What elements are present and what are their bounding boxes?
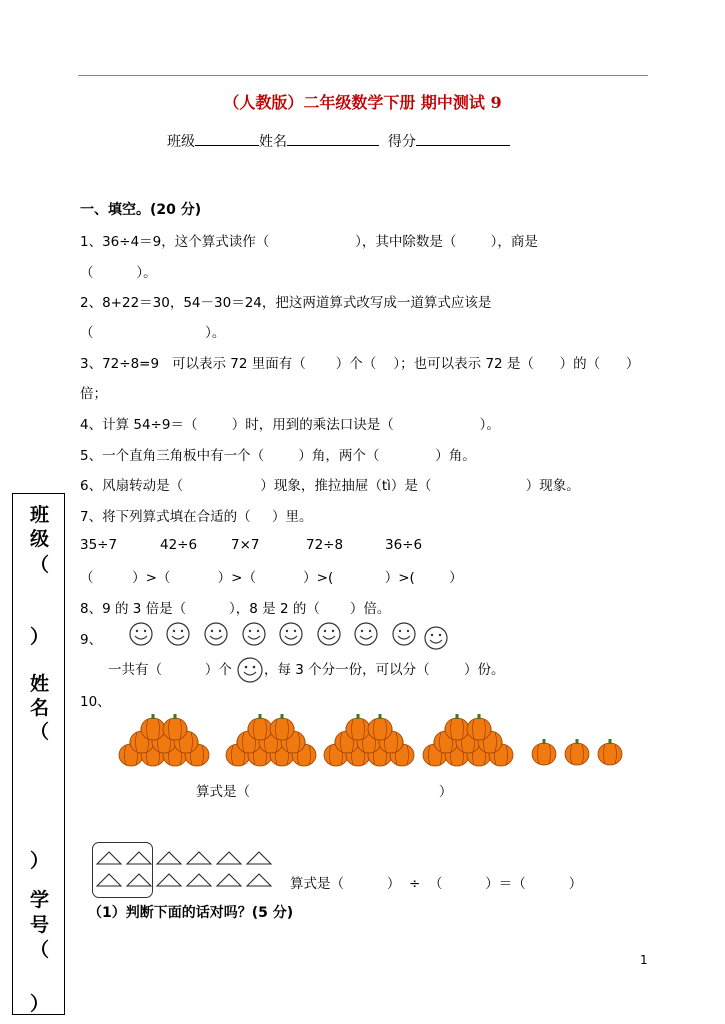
question-9-number: 9、 [80, 632, 103, 648]
smiley-face-icon [236, 656, 264, 684]
question-1-line-2: （ ）。 [80, 265, 157, 281]
pumpkin-icon [532, 739, 556, 765]
side-char: 姓 [29, 673, 49, 695]
triangle-icon [157, 852, 181, 864]
question-8: 8、9 的 3 倍是（ ），8 是 2 的（ ）倍。 [80, 601, 391, 617]
class-label: 班级 [167, 134, 195, 150]
smiley-face-icon [318, 623, 340, 645]
side-char: 名 [29, 697, 49, 719]
question-2-line-2: （ ）。 [80, 325, 226, 341]
score-label: 得分 [387, 134, 416, 150]
triangle-icon [127, 852, 151, 864]
triangle-rows [92, 842, 282, 898]
smiley-face-icon [280, 623, 302, 645]
smiley-face-icon [393, 623, 415, 645]
question-1-line-1: 1、36÷4＝9，这个算式读作（ ），其中除数是（ ），商是 [80, 234, 538, 250]
pumpkin-icon [346, 714, 370, 740]
question-9-text-b: ，每 3 个分一份，可以分（ ）份。 [264, 662, 505, 678]
question-11-formula: 算式是（ ） ÷ （ ）＝（ ） [290, 876, 583, 892]
triangle-icon [97, 852, 121, 864]
page-number: 1 [640, 953, 648, 967]
smiley-face-icon [355, 623, 377, 645]
pumpkin-icon [270, 714, 294, 740]
section-1-heading: 一、填空。(20 分) [80, 202, 202, 218]
question-10-formula: 算式是（ ） [196, 784, 453, 800]
side-char: ） [29, 993, 49, 1015]
smiley-row [126, 622, 456, 652]
question-3-line-2: 倍； [80, 386, 107, 402]
triangle-icon [127, 874, 151, 886]
pumpkin-icon [248, 714, 272, 740]
triangle-icon [97, 874, 121, 886]
pumpkin-icon [141, 714, 165, 740]
pumpkin-groups [110, 708, 630, 776]
student-info-line [167, 131, 510, 151]
smiley-face-icon [243, 623, 265, 645]
side-char: 学 [29, 889, 49, 911]
q7-blanks: （ ）>（ ）>（ ）>( ）>( ） [80, 570, 463, 586]
side-char: 号 [29, 914, 49, 936]
student-info-sidebar [12, 493, 65, 1015]
smiley-face-icon [425, 627, 447, 649]
side-char: （ [29, 939, 49, 961]
triangle-icon [187, 874, 211, 886]
q7-expr-5: 36÷6 [385, 537, 423, 553]
name-blank[interactable] [287, 131, 379, 146]
class-blank[interactable] [195, 131, 259, 146]
q7-expr-4: 72÷8 [306, 537, 344, 553]
triangle-icon [157, 874, 181, 886]
pumpkin-icon [445, 714, 469, 740]
question-9-text-a: 一共有（ ）个 [108, 662, 232, 678]
name-label: 姓名 [259, 134, 287, 150]
triangle-icon [247, 852, 271, 864]
smiley-face-icon [167, 623, 189, 645]
side-char: （ [29, 554, 49, 576]
triangle-icon [217, 852, 241, 864]
question-6: 6、风扇转动是（ ）现象，推拉抽屉（tì）是（ ）现象。 [80, 478, 580, 494]
side-char: （ [29, 721, 49, 743]
side-char: ） [29, 850, 49, 872]
q7-expr-3: 7×7 [231, 537, 260, 553]
smiley-face-icon [205, 623, 227, 645]
triangle-icon [247, 874, 271, 886]
pumpkin-icon [467, 714, 491, 740]
pumpkin-icon [565, 739, 589, 765]
triangle-icon [187, 852, 211, 864]
q7-expr-1: 35÷7 [80, 537, 118, 553]
side-char: 级 [29, 528, 49, 550]
triangle-icon [217, 874, 241, 886]
question-10-number: 10、 [80, 694, 111, 710]
page-title: （人教版）二年级数学下册 期中测试 9 [223, 93, 502, 112]
question-4: 4、计算 54÷9＝（ ）时，用到的乘法口诀是（ ）。 [80, 417, 500, 433]
question-3-line-1: 3、72÷8=9 可以表示 72 里面有（ ）个（ ）；也可以表示 72 是（ ）的（ ） [80, 356, 640, 372]
section-2-heading: （1）判断下面的话对吗？(5 分) [88, 905, 294, 921]
score-blank[interactable] [416, 131, 510, 146]
pumpkin-icon [163, 714, 187, 740]
pumpkin-icon [598, 739, 622, 765]
question-5: 5、一个直角三角板中有一个（ ）角，两个（ ）角。 [80, 448, 476, 464]
question-7: 7、将下列算式填在合适的（ ）里。 [80, 509, 313, 525]
pumpkin-icon [368, 714, 392, 740]
side-char: 班 [29, 504, 49, 526]
question-2-line-1: 2、8+22＝30，54－30＝24，把这两道算式改写成一道算式应该是 [80, 295, 492, 311]
q7-expr-2: 42÷6 [160, 537, 198, 553]
smiley-face-icon [130, 623, 152, 645]
side-char: ） [29, 626, 49, 648]
header-rule [78, 75, 648, 76]
